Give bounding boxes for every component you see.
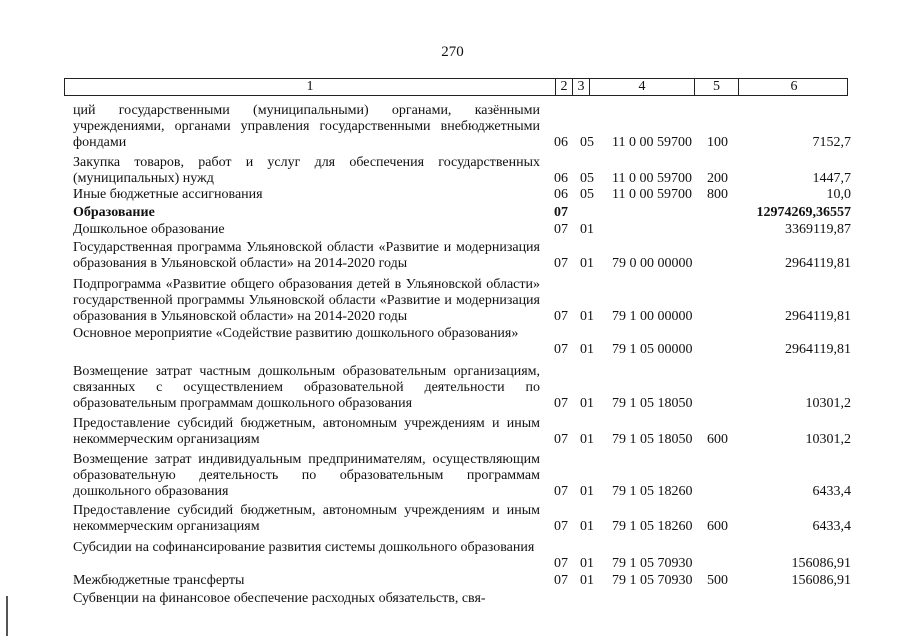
row-subsection: 01: [580, 432, 594, 447]
row-description: Предоставление субсидий бюджетным, автономным учреждениям и иным некоммерческим организациям: [73, 416, 540, 447]
row-target-article: 79 1 05 70930: [612, 556, 693, 571]
row-description: Субвенции на финансовое обеспечение расходных обязательств, свя-: [73, 591, 486, 606]
header-col-5: 5: [695, 79, 739, 95]
row-description: Субсидии на софинансирование развития системы дошкольного образования: [73, 540, 535, 555]
row-subsection: 01: [580, 342, 594, 357]
row-description: Иные бюджетные ассигнования: [73, 187, 263, 202]
row-target-article: 79 1 05 18260: [612, 484, 693, 499]
row-amount: 156086,91: [791, 573, 851, 588]
row-description: Образование: [73, 205, 155, 220]
row-target-article: 11 0 00 59700: [612, 171, 692, 186]
row-amount: 2964119,81: [785, 309, 851, 324]
row-subsection: 05: [580, 171, 594, 186]
row-amount: 1447,7: [812, 171, 851, 186]
row-section: 07: [554, 519, 568, 534]
row-target-article: 79 1 05 18050: [612, 432, 693, 447]
table-row: [0, 326, 905, 358]
row-target-article: 79 1 00 00000: [612, 309, 693, 324]
table-row: [0, 591, 905, 607]
row-target-article: 79 1 05 18260: [612, 519, 693, 534]
row-expense-type: 200: [707, 171, 728, 186]
row-description: Государственная программа Ульяновской области «Развитие и модернизация образования в Ульяновской области» на 2014-2020 годы: [73, 240, 540, 271]
header-col-3: 3: [573, 79, 590, 95]
row-target-article: 79 1 05 18050: [612, 396, 693, 411]
header-col-4: 4: [590, 79, 695, 95]
scan-margin-mark: [6, 596, 8, 636]
row-section: 07: [554, 205, 568, 220]
row-target-article: 79 1 05 00000: [612, 342, 693, 357]
row-amount: 6433,4: [812, 484, 851, 499]
table-row: [0, 540, 905, 572]
row-expense-type: 800: [707, 187, 728, 202]
row-section: 07: [554, 484, 568, 499]
table-row: [0, 187, 905, 203]
row-description: Подпрограмма «Развитие общего образования детей в Ульяновской области» государственной программы Ульяновской области «Развитие и модернизация образования в Ульяновской области» на 2014-2020 годы: [73, 277, 540, 324]
row-subsection: 01: [580, 396, 594, 411]
table-row: [0, 573, 905, 589]
row-section: 07: [554, 342, 568, 357]
row-amount: 6433,4: [812, 519, 851, 534]
row-section: 07: [554, 573, 568, 588]
header-col-6: 6: [790, 79, 798, 94]
page-number: 270: [441, 44, 464, 60]
table-row: [0, 155, 905, 187]
table-row: [0, 222, 905, 238]
row-subsection: 01: [580, 556, 594, 571]
row-expense-type: 500: [707, 573, 728, 588]
row-section: 07: [554, 309, 568, 324]
table-row: [0, 416, 905, 448]
row-target-article: 79 1 05 70930: [612, 573, 693, 588]
row-description: Основное мероприятие «Содействие развитию дошкольного образования»: [73, 326, 519, 341]
row-target-article: 79 0 00 00000: [612, 256, 693, 271]
row-subsection: 05: [580, 187, 594, 202]
table-row: [0, 364, 905, 412]
row-subsection: 01: [580, 222, 594, 237]
row-description: Межбюджетные трансферты: [73, 573, 245, 588]
row-amount: 156086,91: [791, 556, 851, 571]
header-col-2: 2: [556, 79, 573, 95]
row-expense-type: 600: [707, 519, 728, 534]
row-section: 07: [554, 556, 568, 571]
row-expense-type: 100: [707, 135, 728, 150]
row-section: 07: [554, 256, 568, 271]
header-col-1: 1: [65, 79, 556, 95]
row-target-article: 11 0 00 59700: [612, 135, 692, 150]
row-amount: 2964119,81: [785, 256, 851, 271]
row-section: 07: [554, 432, 568, 447]
row-section: 07: [554, 396, 568, 411]
row-description: Дошкольное образование: [73, 222, 225, 237]
row-target-article: 11 0 00 59700: [612, 187, 692, 202]
row-subsection: 05: [580, 135, 594, 150]
row-amount: 3369119,87: [785, 222, 851, 237]
row-section: 07: [554, 222, 568, 237]
row-description: Возмещение затрат частным дошкольным образовательным организациям, связанных с осуществлением образовательной деятельности по образовательным программам дошкольного образования: [73, 364, 540, 411]
table-row: [0, 240, 905, 272]
row-amount: 2964119,81: [785, 342, 851, 357]
row-amount: 10301,2: [805, 396, 851, 411]
row-subsection: 01: [580, 573, 594, 588]
row-subsection: 01: [580, 484, 594, 499]
row-amount: 10301,2: [805, 432, 851, 447]
row-description: ций государственными (муниципальными) органами, казёнными учреждениями, органами управления государственными внебюджетными фондами: [73, 103, 540, 150]
row-expense-type: 600: [707, 432, 728, 447]
row-amount: 7152,7: [812, 135, 851, 150]
table-row: [0, 277, 905, 325]
row-amount: 12974269,36557: [756, 205, 851, 220]
table-row: [0, 452, 905, 500]
table-row: [0, 503, 905, 535]
table-row: [0, 205, 905, 221]
row-subsection: 01: [580, 519, 594, 534]
row-description: Закупка товаров, работ и услуг для обеспечения государственных (муниципальных) нужд: [73, 155, 540, 186]
row-section: 06: [554, 171, 568, 186]
row-description: Предоставление субсидий бюджетным, автономным учреждениям и иным некоммерческим организациям: [73, 503, 540, 534]
table-header: [64, 78, 848, 96]
row-subsection: 01: [580, 256, 594, 271]
row-description: Возмещение затрат индивидуальным предпринимателям, осуществляющим образовательную деятельность по образовательным программам дошкольного образования: [73, 452, 540, 499]
row-amount: 10,0: [826, 187, 851, 202]
row-section: 06: [554, 187, 568, 202]
row-subsection: 01: [580, 309, 594, 324]
table-row: [0, 103, 905, 151]
row-section: 06: [554, 135, 568, 150]
